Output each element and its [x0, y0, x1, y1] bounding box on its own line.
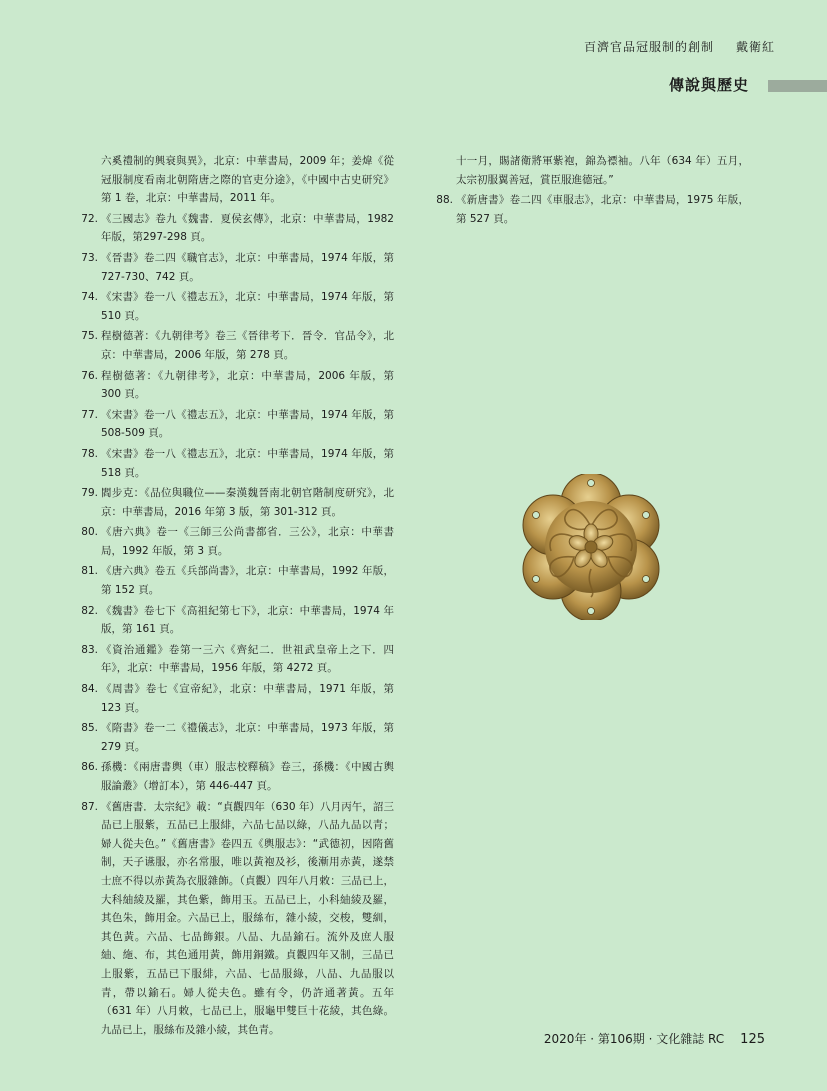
footnote-item — [433, 152, 749, 189]
page-footer — [544, 1030, 765, 1047]
footnote-item — [78, 484, 394, 521]
footnote-number: 76. — [81, 369, 98, 382]
footnote-item — [78, 719, 394, 756]
footnote-number: 79. — [81, 487, 98, 500]
footnote-text: 程樹德著：《九朝律考》，北京：中華書局，2006 年版，第 300 頁。 — [101, 369, 394, 401]
footnote-text: 《唐六典》卷一《三師三公尚書都省．三公》，北京：中華書局，1992 年版，第 3 頁。 — [101, 526, 394, 557]
footnote-text: 六奚禮制的興衰與異》，北京：中華書局，2009 年；姜煒《從冠服制度看南北朝隋唐之際的官吏分途》，《中國中古史研究》第 1 卷，北京：中華書局，2011 年。 — [101, 155, 394, 205]
gold-flower-ornament-image — [518, 474, 664, 620]
footnote-number: 77. — [81, 408, 98, 421]
footnote-text: 《宋書》卷一八《禮志五》，北京：中華書局，1974 年版，第 510 頁。 — [101, 291, 394, 322]
footnote-number: 75. — [81, 330, 98, 343]
footnote-item — [78, 680, 394, 717]
footnote-number: 72. — [81, 212, 98, 225]
footnote-item — [78, 445, 394, 482]
footnote-text: 《資治通鑑》卷第一三六《齊紀二．世祖武皇帝上之下．四年》，北京：中華書局，1956 年版，第 4272 頁。 — [101, 643, 394, 675]
footnote-number: 88. — [436, 194, 453, 207]
section-label: 傳說與歷史 — [668, 76, 749, 94]
footnote-item — [78, 367, 394, 404]
footnote-number: 87. — [81, 800, 98, 813]
footnote-number: 82. — [81, 604, 98, 617]
footnote-text: 十一月，賜諸衛將軍紫袍，錦為褾袖。八年（634 年）五月，太宗初服翼善冠，賞臣服進德冠。” — [456, 155, 749, 186]
article-title: 百濟官品冠服制的創制 — [583, 40, 714, 54]
footnote-text: 《新唐書》卷二四《車服志》，北京：中華書局，1975 年版，第 527 頁。 — [456, 194, 749, 225]
section-bar — [768, 80, 827, 92]
footnote-text: 《宋書》卷一八《禮志五》，北京：中華書局，1974 年版，第 508-509 頁。 — [101, 408, 394, 440]
footnote-number: 74. — [81, 291, 98, 304]
footnote-number: 86. — [81, 761, 98, 774]
footnote-number: 80. — [81, 526, 98, 539]
footnote-item — [78, 758, 394, 795]
footnote-item — [78, 406, 394, 443]
footnote-item — [78, 210, 394, 247]
journal-info: 2020年 · 第106期 · 文化雜誌 RC — [543, 1032, 725, 1046]
footnote-number: 85. — [81, 722, 98, 735]
footnote-text: 《隋書》卷一二《禮儀志》，北京：中華書局，1973 年版，第 279 頁。 — [101, 722, 394, 753]
footnote-text: 《晉書》卷二四《職官志》，北京：中華書局，1974 年版，第727-730、742 頁。 — [101, 251, 394, 283]
footnote-text: 孫機：《兩唐書輿（車）服志校釋稿》卷三，孫機：《中國古輿服論叢》（增訂本），第 446-447 頁。 — [101, 761, 394, 792]
footnote-text: 《宋書》卷一八《禮志五》，北京：中華書局，1974 年版，第 518 頁。 — [101, 447, 394, 479]
footnote-text: 《三國志》卷九《魏書．夏侯玄傳》，北京：中華書局，1982 年版，第297-298 頁。 — [101, 212, 394, 244]
footnote-number: 73. — [81, 251, 98, 264]
page-number: 125 — [740, 1032, 765, 1047]
footnote-text: 閻步克：《品位與職位——秦漢魏晉南北朝官階制度研究》，北京：中華書局，2016 年第 3 版，第 301-312 頁。 — [101, 487, 394, 518]
footnote-item — [78, 602, 394, 639]
notes-left-column — [78, 152, 394, 1041]
footnote-text: 《周書》卷七《宣帝紀》，北京：中華書局，1971 年版，第 123 頁。 — [101, 683, 394, 714]
footnote-number: 84. — [81, 683, 98, 696]
footnote-item — [78, 562, 394, 599]
footnote-item — [78, 798, 394, 1040]
notes-right-column — [433, 152, 749, 230]
footnote-number: 81. — [81, 565, 98, 578]
footnote-text: 程樹德著：《九朝律考》卷三《晉律考下．晉令．官品令》，北京：中華書局，2006 年版，第 278 頁。 — [101, 330, 394, 361]
footnote-text: 《舊唐書．太宗紀》載：“貞觀四年（630 年）八月丙午，詔三品已上服紫，五品已上服緋，六品七品以綠，八品九品以青；婦人從夫色。”《舊唐書》卷四五《輿服志》：“武德初，因隋舊制，天子䜩服，亦名常服，唯以黃袍及衫，後漸用赤黃，遂禁士庶不得以赤黃為衣服雜飾。（貞觀）四年八月敕：三品已上，大科紬綾及羅，其色紫，飾用玉。五品已上，小科紬綾及羅，其色朱，飾用金。六品已上，服絲布，雜小綾，交梭，雙紃，其色黃。六品、七品飾銀。八品、九品鍮石。流外及庶人服紬、絁、布，其色通用黃，飾用銅鐵。貞觀四年又制，三品已上服紫，五品已下服緋，六品、七品服綠，八品、九品服以青，帶以鍮石。婦人從夫色。雖有令，仍許通著黃。五年（631 年）八月敕，七品已上，服龜甲雙巨十花綾，其色綠。九品已上，服絲布及雜小綾，其色青。 — [101, 800, 394, 1036]
footnote-text: 《魏書》卷七下《高祖紀第七下》，北京：中華書局，1974 年版，第 161 頁。 — [101, 604, 394, 636]
footnote-item — [78, 641, 394, 678]
footnote-item — [78, 249, 394, 286]
footnote-item — [433, 191, 749, 228]
running-head — [584, 38, 775, 55]
footnote-number: 83. — [81, 643, 98, 656]
footnote-item — [78, 327, 394, 364]
footnote-text: 《唐六典》卷五《兵部尚書》，北京：中華書局，1992 年版，第 152 頁。 — [101, 565, 394, 597]
footnote-number: 78. — [81, 447, 98, 460]
footnote-item — [78, 523, 394, 560]
footnote-item — [78, 288, 394, 325]
footnote-item — [78, 152, 394, 208]
author-name: 戴衛紅 — [735, 40, 775, 54]
